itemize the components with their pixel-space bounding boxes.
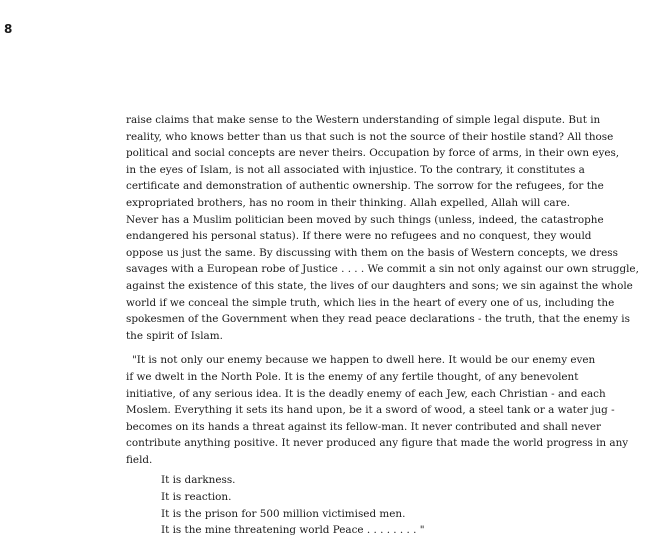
text-line: against the existence of this state, the lives of our daughters and sons; we sin against the whole xyxy=(126,279,633,292)
text-line: spokesmen of the Government when they read peace declarations - the truth, that the enemy is xyxy=(126,313,630,326)
paragraph-1 xyxy=(126,112,646,344)
text-line: endangered his personal status). If there were no refugees and no conquest, they would xyxy=(126,230,592,243)
text-line: It is the prison for 500 million victimised men. xyxy=(161,507,406,520)
text-line: oppose us just the same. By discussing with them on the basis of Western concepts, we dress xyxy=(126,246,618,259)
quote-paragraph xyxy=(126,352,646,468)
text-line: reality, who knows better than us that such is not the source of their hostile stand? All those xyxy=(126,130,614,143)
text-line: field. xyxy=(126,453,153,466)
text-line: Moslem. Everything it sets its hand upon, be it a sword of wood, a steel tank or a water jug - xyxy=(126,404,615,417)
inner-quote xyxy=(126,472,646,538)
text-line: savages with a European robe of Justice . . . . We commit a sin not only against our own struggle, xyxy=(126,263,639,276)
text-line: becomes on its hands a threat against its fellow-man. It never contributed and shall never xyxy=(126,420,601,433)
text-line: if we dwelt in the North Pole. It is the enemy of any fertile thought, of any benevolent xyxy=(126,370,579,383)
text-line: the spirit of Islam. xyxy=(126,329,223,342)
text-line: in the eyes of Islam, is not all associated with injustice. To the contrary, it constitutes a xyxy=(126,163,585,176)
text-line: contribute anything positive. It never produced any figure that made the world progress in any xyxy=(126,437,629,450)
text-line: political and social concepts are never theirs. Occupation by force of arms, in their own eyes, xyxy=(126,147,620,160)
text-line: raise claims that make sense to the Western understanding of simple legal dispute. But in xyxy=(126,114,601,126)
text-line: It is the mine threatening world Peace . . . . . . . . " xyxy=(161,524,425,537)
text-line: expropriated brothers, has no room in their thinking. Allah expelled, Allah will care. xyxy=(126,196,571,209)
text-line: certificate and demonstration of authentic ownership. The sorrow for the refugees, for the xyxy=(126,180,604,193)
text-line: initiative, of any serious idea. It is the deadly enemy of each Jew, each Christian - and each xyxy=(126,387,606,400)
text-line: It is darkness. xyxy=(161,474,236,487)
text-line: "It is not only our enemy because we happen to dwell here. It would be our enemy even xyxy=(132,354,596,367)
document-body xyxy=(126,112,646,539)
text-line: It is reaction. xyxy=(161,491,232,504)
page-number: 8 xyxy=(4,22,13,36)
text-line: world if we conceal the simple truth, which lies in the heart of every one of us, including the xyxy=(126,296,615,309)
text-line: Never has a Muslim politician been moved by such things (unless, indeed, the catastrophe xyxy=(126,213,604,226)
